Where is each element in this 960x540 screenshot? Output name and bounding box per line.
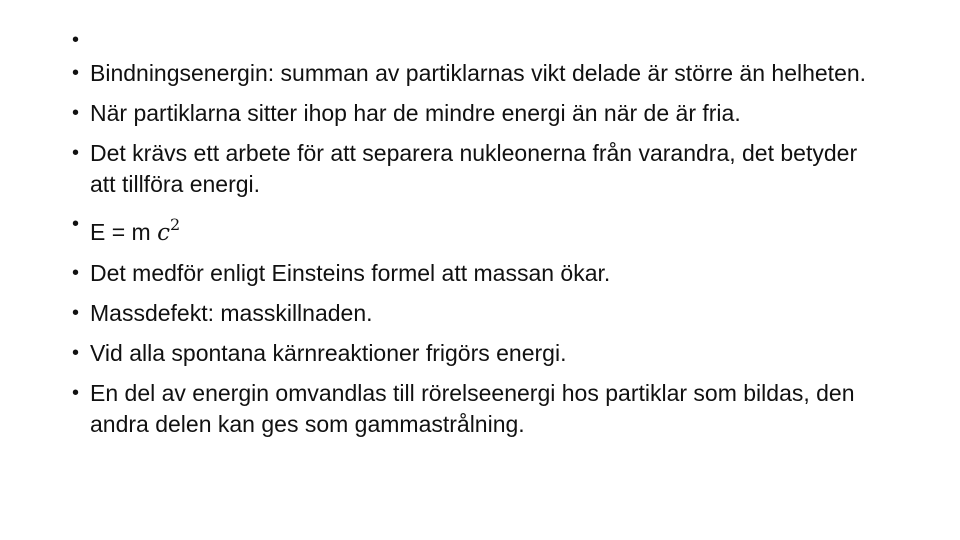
bullet-icon: • [72, 142, 80, 164]
bullet-icon: • [72, 102, 80, 124]
bullet-icon: • [72, 302, 80, 324]
bullet-text: När partiklarna sitter ihop har de mindre energi än när de är fria. [90, 100, 741, 126]
bullet-item-spontaneous-reactions [72, 338, 872, 369]
bullet-text: Massdefekt: masskillnaden. [90, 300, 373, 326]
bullet-text: Vid alla spontana kärnreaktioner frigörs energi. [90, 340, 567, 366]
bullet-icon: • [72, 262, 80, 284]
bullet-item-mass-defect [72, 298, 872, 329]
bullet-icon: • [72, 62, 80, 84]
empty-bullet-marker: • [72, 29, 80, 51]
bullet-item-binding-energy [72, 58, 872, 89]
bullet-icon: • [72, 342, 80, 364]
bullet-icon: • [72, 213, 80, 235]
bullet-item-separation-work [72, 138, 872, 200]
bullet-text: Bindningsenergin: summan av partiklarnas vikt delade är större än helheten. [90, 60, 867, 86]
bullet-icon: • [72, 382, 80, 404]
bullet-item-gamma-radiation [72, 378, 872, 440]
bullet-text: Det krävs ett arbete för att separera nukleonerna från varandra, det betyder att tillföra energi. [90, 140, 858, 197]
formula-exponent: 2 [170, 215, 181, 234]
formula-text: E = m [90, 219, 158, 245]
bullet-text: Det medför enligt Einsteins formel att massan ökar. [90, 260, 611, 286]
formula-variable: c [157, 220, 170, 246]
bullet-text: En del av energin omvandlas till rörelseenergi hos partiklar som bildas, den andra delen kan ges som gammastrålning. [90, 380, 855, 437]
bullet-item-less-energy [72, 98, 872, 129]
bullet-item-mass-increase [72, 258, 872, 289]
bullet-list [72, 58, 872, 449]
bullet-item-formula [72, 209, 872, 249]
